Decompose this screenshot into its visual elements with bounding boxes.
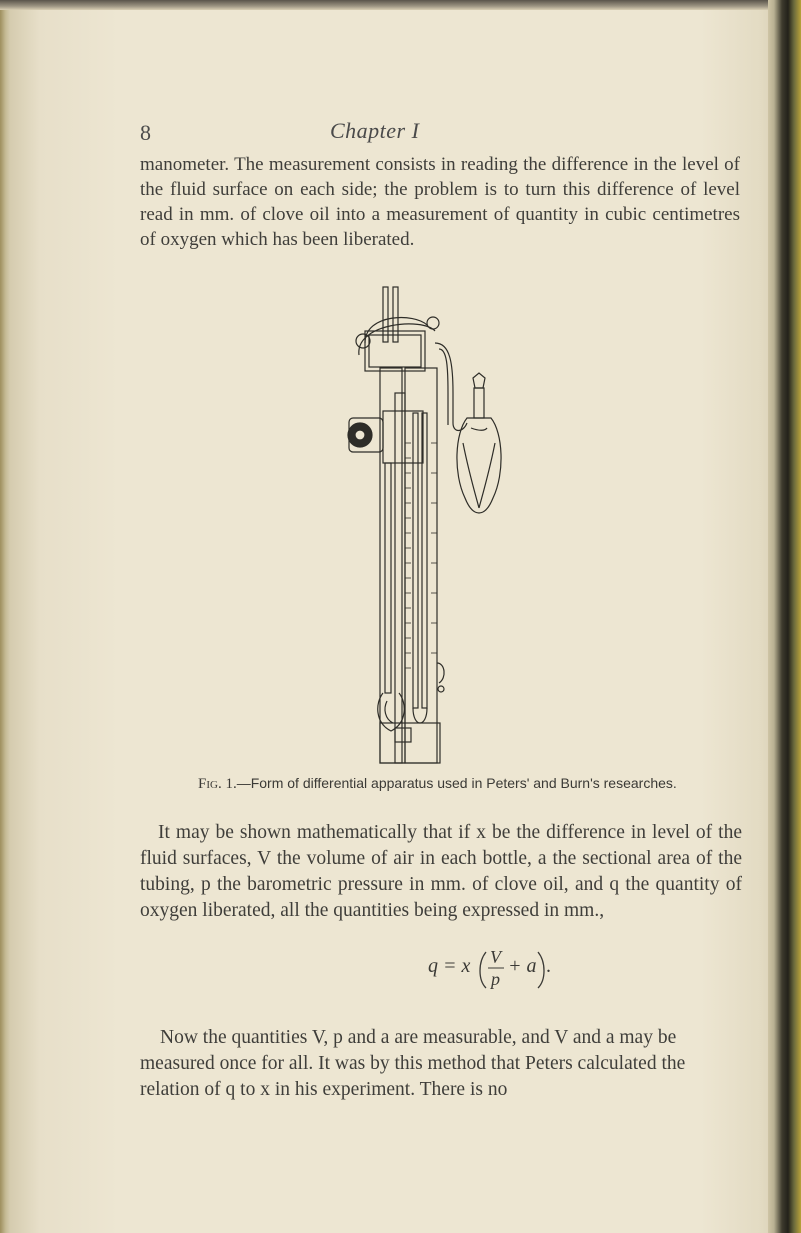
continuation-paragraph	[140, 1005, 742, 1122]
figure-label: Fig. 1.	[198, 776, 237, 792]
page-top-edge	[0, 0, 801, 10]
formula-plus-term: + a	[508, 955, 537, 977]
page-left-edge	[0, 0, 10, 1233]
apparatus-figure	[335, 283, 510, 773]
formula	[428, 942, 608, 992]
running-head: Chapter I	[330, 118, 420, 143]
top-tube-right	[393, 287, 398, 342]
page-header	[140, 118, 740, 148]
figure-caption	[198, 775, 758, 793]
apparatus-drawing	[335, 283, 510, 773]
formula-lhs: q = x	[428, 955, 471, 977]
figure-caption-text: —Form of differential apparatus used in Peters' and Burn's researches.	[236, 775, 677, 791]
formula-drawing	[428, 942, 608, 992]
book-spine-edge	[768, 0, 801, 1233]
continuation-text: Now the quantities V, p and a are measurable, and V and a may be measured once for all. It was by this method that Peters calculated the relation of q to x in his experiment. There is no	[140, 1026, 686, 1100]
page-number: 8	[140, 120, 151, 145]
body-paragraph	[140, 820, 742, 924]
body-text: It may be shown mathematically that if x be the difference in level of the fluid surfaces, V the volume of air in each bottle, a the sectional area of the tubing, p the barometric pressure in mm. of clove oil, and q the quantity of oxygen liberated, all the quantities being expressed in mm.,	[140, 822, 742, 921]
top-tube-left	[383, 287, 388, 342]
intro-text: manometer. The measurement consists in reading the difference in the level of the fluid surface on each side; the problem is to turn this difference of level read in mm. of clove oil into a measurement of quantity in cubic centimetres of oxygen which has been liberated.	[140, 154, 740, 250]
formula-end: .	[546, 955, 551, 977]
formula-numerator: V	[490, 947, 501, 967]
formula-denominator: p	[491, 969, 500, 989]
intro-paragraph	[140, 152, 740, 252]
